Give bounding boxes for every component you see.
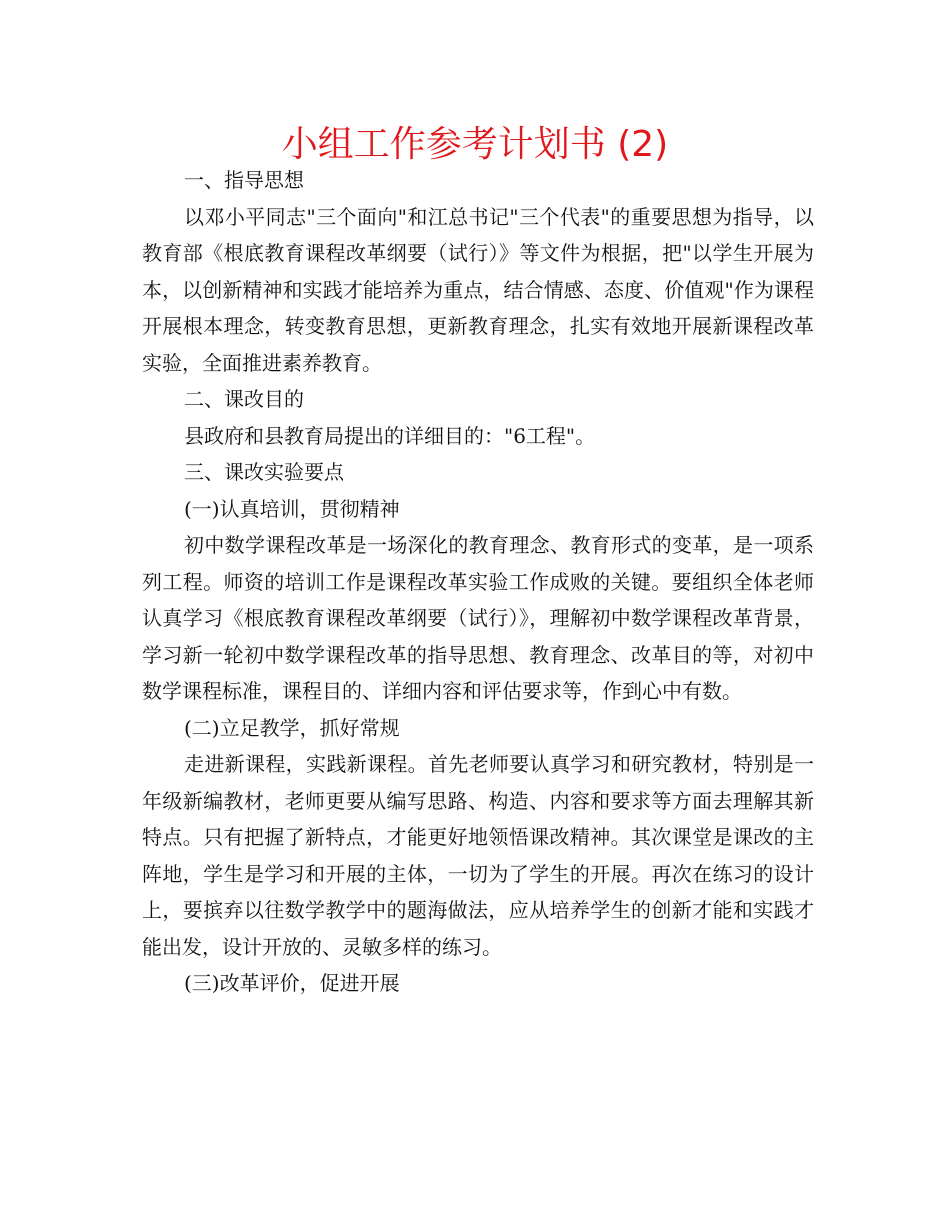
heading-guiding-ideology: 一、指导思想	[184, 168, 304, 192]
document-title: 小组工作参考计划书 (2)	[281, 124, 669, 165]
paragraph-training: 初中数学课程改革是一场深化的教育理念、教育形式的变革，是一项系列工程。师资的培训工作是课程改革实验工作成败的关键。要组织全体老师认真学习《根底教育课程改革纲要（试行）》，理解初中数学课程改革背景，学习新一轮初中数学课程改革的指导思想、教育理念、改革目的等，对初中数学课程标准，课程目的、详细内容和评估要求等，作到心中有数。	[142, 533, 814, 703]
paragraph-reform-goal: 县政府和县教育局提出的详细目的："6工程"。	[184, 423, 596, 448]
heading-reform-goal: 二、课改目的	[184, 387, 304, 411]
subheading-training: (一)认真培训，贯彻精神	[184, 496, 400, 521]
paragraph-teaching: 走进新课程，实践新课程。首先老师要认真学习和研究教材，特别是一年级新编教材，老师更要从编写思路、构造、内容和要求等方面去理解其新特点。只有把握了新特点，才能更好地领悟课改精神。其次课堂是课改的主阵地，学生是学习和开展的主体，一切为了学生的开展。再次在练习的设计上，要摈弃以往数学教学中的题海做法，应从培养学生的创新才能和实践才能出发，设计开放的、灵敏多样的练习。	[142, 752, 814, 959]
heading-experiment-points: 三、课改实验要点	[184, 460, 344, 484]
subheading-evaluation: (三)改革评价，促进开展	[184, 971, 400, 995]
subheading-teaching: (二)立足教学，抓好常规	[184, 715, 400, 740]
paragraph-guiding-ideology: 以邓小平同志"三个面向"和江总书记"三个代表"的重要思想为指导，以教育部《根底教育课程改革纲要（试行）》等文件为根据，把"以学生开展为本，以创新精神和实践才能培养为重点，结合情感、态度、价值观"作为课程开展根本理念，转变教育思想，更新教育理念，扎实有效地开展新课程改革实验，全面推进素养教育。	[142, 204, 814, 375]
document-body	[142, 162, 814, 1002]
